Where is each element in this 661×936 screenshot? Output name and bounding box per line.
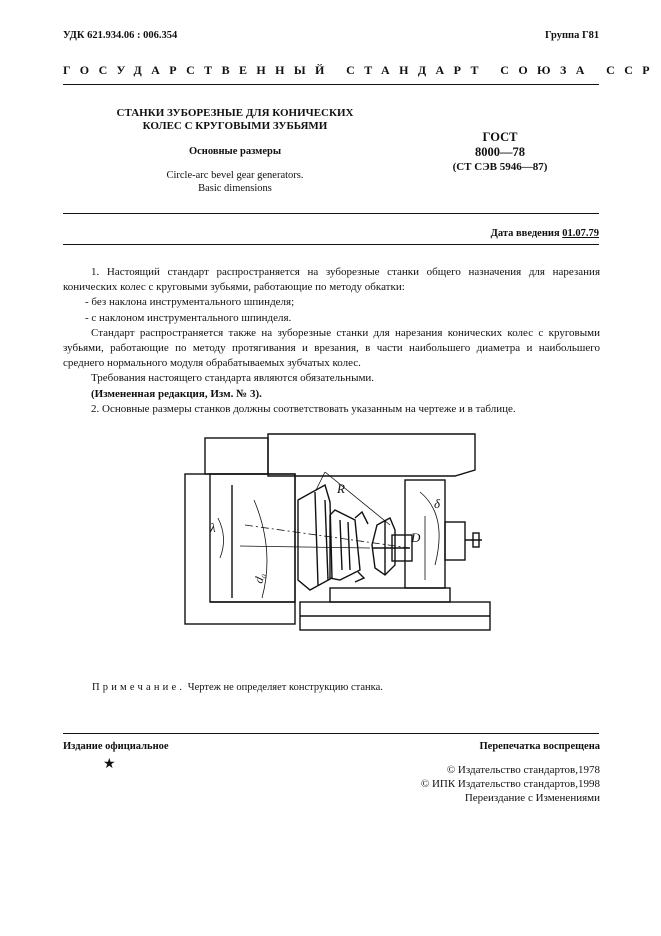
gost-sev: (СТ СЭВ 5946—87) — [452, 161, 548, 173]
drawing-note — [92, 682, 383, 693]
gost-designation — [440, 130, 560, 175]
spindle-housing — [445, 522, 465, 560]
header-rule — [63, 84, 599, 85]
document-title — [95, 107, 375, 133]
title-rule — [63, 213, 599, 214]
document-subtitle: Основные размеры — [188, 146, 282, 157]
introduction-date — [380, 228, 599, 239]
d-label: D — [411, 530, 421, 545]
english-title-line-1: Circle-arc bevel gear generators. — [166, 170, 304, 181]
delta-label: δ — [434, 496, 441, 511]
note-label: Примечание. — [92, 682, 186, 693]
r-label: R — [337, 481, 345, 496]
english-title — [95, 169, 375, 195]
body-text — [63, 265, 600, 417]
footer-rule — [63, 733, 599, 734]
copyright-block — [330, 763, 600, 805]
machine-drawing — [180, 430, 500, 645]
paragraph-1-item-2: - с наклоном инструментального шпинделя. — [85, 311, 292, 324]
date-label: Дата введения — [490, 228, 560, 239]
left-column-inner — [210, 474, 295, 602]
english-title-line-2: Basic dimensions — [198, 183, 272, 194]
cutter-head — [298, 485, 368, 590]
reprint-prohibited: Перепечатка воспрещена — [479, 741, 600, 752]
copyright-1: © Издательство стандартов,1978 — [446, 764, 600, 776]
star-icon: ★ — [103, 757, 116, 772]
paragraph-5: 2. Основные размеры станков должны соответствовать указанным на чертеже и в таблице. — [91, 402, 516, 415]
date-value: 01.07.79 — [562, 228, 599, 239]
paragraph-1: 1. Настоящий стандарт распространяется на зуборезные станки общего назначения для нарезания конических колес с круговыми зубьями, работающие по методу обкатки: — [63, 266, 600, 294]
lambda-label: λ — [210, 520, 216, 535]
paragraph-2: Стандарт распространяется также на зуборезные станки для нарезания конических колес с круговыми зубьями, работающие по методу протягивания и врезания, в части наибольшего диаметра и наибольшего среднего нормального модуля обрабатываемых зубчатых колес. — [63, 326, 600, 370]
group-code: Группа Г81 — [545, 30, 600, 41]
note-text: Чертеж не определяет конструкцию станка. — [187, 682, 383, 693]
copyright-2: © ИПК Издательство стандартов,1998 — [420, 778, 600, 790]
workpiece-gear — [372, 518, 412, 575]
d0-label: d₀ — [251, 571, 268, 585]
title-line-1: СТАНКИ ЗУБОРЕЗНЫЕ ДЛЯ КОНИЧЕСКИХ — [116, 107, 354, 119]
date-rule — [63, 244, 599, 245]
paragraph-1-item-1: - без наклона инструментального шпинделя; — [85, 296, 295, 309]
udk-code: УДК 621.934.06 : 006.354 — [63, 30, 178, 41]
paragraph-4: (Измененная редакция, Изм. № 3). — [91, 387, 262, 400]
gost-number: 8000—78 — [475, 145, 525, 159]
title-line-2: КОЛЕС С КРУГОВЫМИ ЗУБЬЯМИ — [142, 120, 328, 132]
gost-label: ГОСТ — [482, 130, 518, 144]
paragraph-3: Требования настоящего стандарта являются обязательными. — [91, 372, 375, 385]
reissue-note: Переиздание с Изменениями — [464, 792, 600, 804]
official-edition: Издание официальное — [63, 741, 169, 752]
standard-banner: ГОСУДАРСТВЕННЫЙ СТАНДАРТ СОЮЗА ССР — [63, 63, 660, 77]
top-left-block — [205, 438, 268, 474]
top-beam — [268, 434, 475, 476]
